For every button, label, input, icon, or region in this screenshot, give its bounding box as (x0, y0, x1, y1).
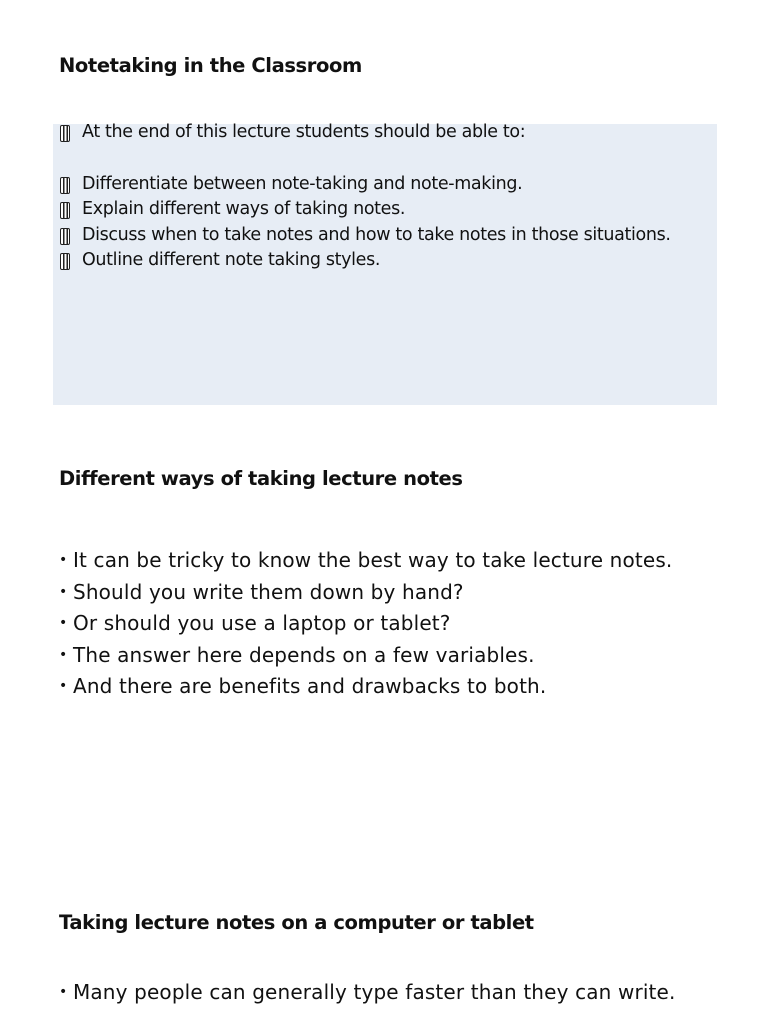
bullet-text: It can be tricky to know the best way to take lecture notes. (73, 548, 673, 572)
list-item (59, 223, 699, 249)
bullet-symbol-icon (60, 125, 70, 142)
bullet-text: Or should you use a laptop or tablet? (73, 611, 451, 635)
bullet-dot-icon: • (59, 615, 68, 631)
ways-bullet-list (59, 549, 699, 707)
bullet-symbol-icon (60, 228, 70, 245)
bullet-text: The answer here depends on a few variables. (73, 642, 535, 667)
bullet-dot-icon: • (59, 583, 68, 600)
list-item (59, 549, 699, 572)
page-title: Notetaking in the Classroom (59, 54, 362, 77)
list-item (59, 675, 699, 698)
bullet-dot-icon: • (59, 984, 68, 1000)
objective-text: Explain different ways of taking notes. (82, 199, 406, 219)
list-item (59, 248, 699, 274)
list-item (59, 581, 699, 604)
list-item (59, 612, 699, 635)
bullet-dot-icon: • (59, 678, 68, 694)
list-item (59, 981, 699, 1004)
bullet-symbol-icon (60, 202, 70, 219)
list-item (59, 172, 699, 198)
bullet-dot-icon: • (59, 552, 68, 568)
bullet-dot-icon: • (59, 646, 68, 663)
list-item (59, 120, 699, 146)
objective-text: Differentiate between note-taking and note-making. (82, 173, 523, 194)
bullet-text: Should you write them down by hand? (73, 579, 464, 604)
objective-text: Discuss when to take notes and how to take notes in those situations. (82, 224, 671, 245)
bullet-text: Many people can generally type faster than they can write. (73, 980, 676, 1004)
bullet-symbol-icon (60, 253, 70, 270)
objective-text: Outline different note taking styles. (82, 250, 381, 270)
computer-bullet-list (59, 981, 699, 1013)
section-heading-computer: Taking lecture notes on a computer or tablet (59, 911, 534, 934)
list-item (59, 197, 699, 223)
objectives-intro: At the end of this lecture students should be able to: (82, 122, 526, 142)
list-item (59, 644, 699, 667)
bullet-text: And there are benefits and drawbacks to both. (73, 674, 547, 698)
learning-objectives-list (59, 120, 699, 274)
bullet-symbol-icon (60, 177, 70, 194)
section-heading-ways: Different ways of taking lecture notes (59, 467, 463, 490)
